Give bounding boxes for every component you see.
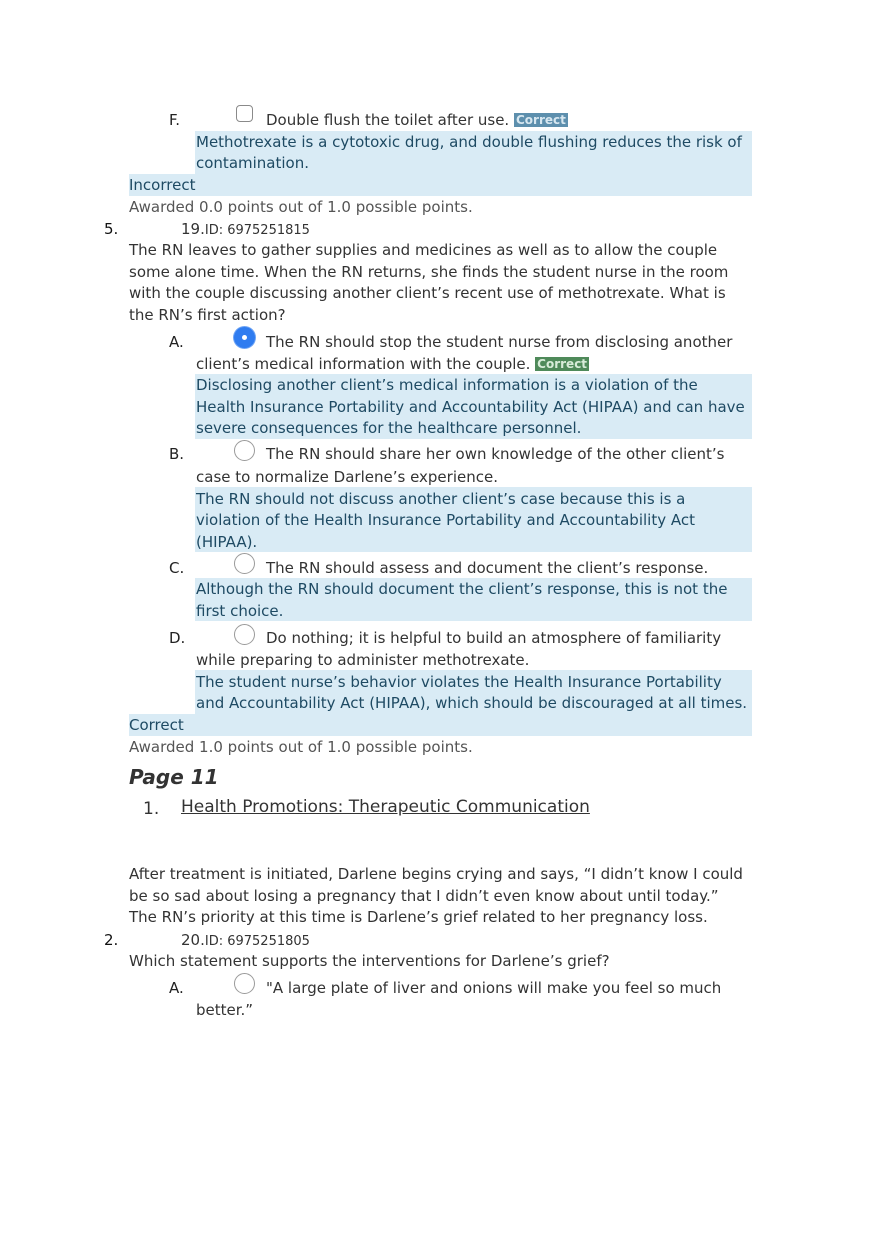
scenario-text: After treatment is initiated, Darlene begins crying and says, “I didn’t know I could bbox=[129, 865, 743, 883]
question-stem: some alone time. When the RN returns, she finds the student nurse in the room bbox=[129, 263, 729, 281]
rationale-line: contamination. bbox=[196, 154, 309, 172]
page-title: Page 11 bbox=[129, 765, 219, 789]
question-stem: with the couple discussing another client’s recent use of methotrexate. What is bbox=[129, 284, 726, 302]
option-letter: D. bbox=[169, 629, 186, 647]
question-id bbox=[181, 219, 310, 242]
question-number: 19. bbox=[181, 220, 205, 238]
result-status: Incorrect bbox=[129, 176, 196, 194]
list-number: 2. bbox=[104, 931, 119, 949]
points-awarded: Awarded 0.0 points out of 1.0 possible points. bbox=[129, 198, 473, 216]
result-box bbox=[129, 714, 752, 736]
section-number: 1. bbox=[143, 799, 160, 819]
question-id bbox=[181, 930, 310, 953]
question-stem: The RN leaves to gather supplies and medicines as well as to allow the couple bbox=[129, 241, 718, 259]
scenario-text: The RN’s priority at this time is Darlene’s grief related to her pregnancy loss. bbox=[129, 908, 708, 926]
list-number: 5. bbox=[104, 220, 119, 238]
rationale-line: Health Insurance Portability and Accountability Act (HIPAA) and can have bbox=[196, 398, 745, 416]
rationale-line: Disclosing another client’s medical information is a violation of the bbox=[196, 376, 698, 394]
radio-icon[interactable] bbox=[234, 440, 255, 461]
option-b-text: The RN should share her own knowledge of the other client’s bbox=[266, 445, 725, 463]
option-letter: F. bbox=[169, 111, 180, 129]
option-a-text: "A large plate of liver and onions will make you feel so much bbox=[266, 979, 722, 997]
option-a-text: The RN should stop the student nurse from disclosing another bbox=[266, 333, 733, 351]
correct-badge: Correct bbox=[515, 113, 566, 127]
id-label: ID: 6975251815 bbox=[204, 223, 310, 238]
points-awarded: Awarded 1.0 points out of 1.0 possible points. bbox=[129, 738, 473, 756]
option-a-text-cont: better.” bbox=[196, 1001, 254, 1019]
option-a-label: client’s medical information with the couple. bbox=[196, 355, 531, 373]
rationale-line: The student nurse’s behavior violates the Health Insurance Portability bbox=[196, 673, 722, 691]
option-letter: B. bbox=[169, 445, 185, 463]
option-f-label: Double flush the toilet after use. bbox=[266, 111, 510, 129]
question-stem: Which statement supports the interventions for Darlene’s grief? bbox=[129, 952, 610, 970]
rationale-line: Although the RN should document the client’s response, this is not the bbox=[196, 580, 728, 598]
scenario-text: be so sad about losing a pregnancy that I didn’t even know about until today.” bbox=[129, 887, 719, 905]
rationale-line: first choice. bbox=[196, 602, 284, 620]
rationale-line: Methotrexate is a cytotoxic drug, and double flushing reduces the risk of bbox=[196, 133, 742, 151]
option-letter: A. bbox=[169, 979, 184, 997]
result-status: Correct bbox=[129, 716, 184, 734]
radio-icon[interactable] bbox=[234, 973, 255, 994]
rationale-line: violation of the Health Insurance Portability and Accountability Act bbox=[196, 511, 695, 529]
rationale-line: The RN should not discuss another client’s case because this is a bbox=[196, 490, 686, 508]
radio-icon[interactable] bbox=[234, 624, 255, 645]
rationale-line: (HIPAA). bbox=[196, 533, 258, 551]
option-letter: A. bbox=[169, 333, 184, 351]
section-title-link[interactable]: Health Promotions: Therapeutic Communication bbox=[181, 797, 590, 817]
question-stem: the RN’s first action? bbox=[129, 306, 286, 324]
option-d-text: Do nothing; it is helpful to build an atmosphere of familiarity bbox=[266, 629, 722, 647]
option-letter: C. bbox=[169, 559, 185, 577]
rationale-line: and Accountability Act (HIPAA), which should be discouraged at all times. bbox=[196, 694, 748, 712]
rationale-line: severe consequences for the healthcare personnel. bbox=[196, 419, 582, 437]
radio-icon[interactable] bbox=[234, 553, 255, 574]
result-box bbox=[129, 174, 752, 196]
id-label: ID: 6975251805 bbox=[204, 934, 310, 949]
option-f-text bbox=[266, 110, 568, 132]
option-c-text: The RN should assess and document the client’s response. bbox=[266, 559, 709, 577]
option-a-text-cont bbox=[196, 354, 589, 376]
option-d-text-cont: while preparing to administer methotrexate. bbox=[196, 651, 530, 669]
option-b-text-cont: case to normalize Darlene’s experience. bbox=[196, 468, 498, 486]
question-number: 20. bbox=[181, 931, 205, 949]
radio-selected-icon[interactable] bbox=[234, 327, 255, 348]
checkbox-icon[interactable] bbox=[236, 105, 253, 122]
correct-badge: Correct bbox=[537, 357, 588, 371]
